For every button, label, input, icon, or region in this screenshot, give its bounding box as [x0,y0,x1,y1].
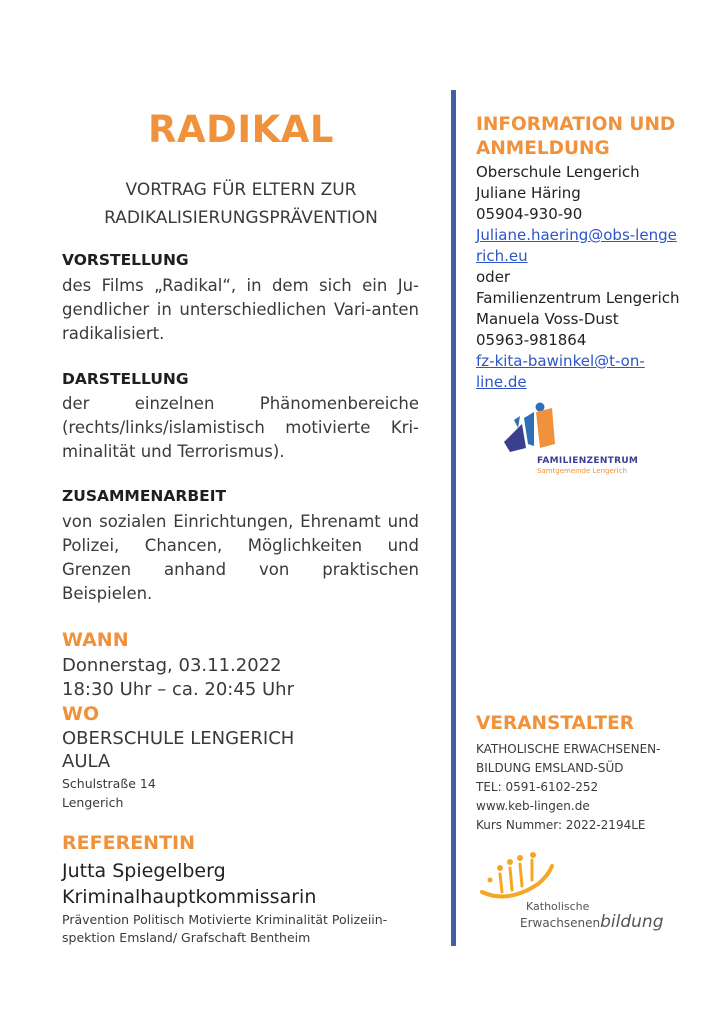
contact-email-link[interactable]: fz-kita-bawinkel@t-on- [476,352,645,370]
referentin-heading: REFERENTIN [62,832,196,854]
logo-text-part: bildung [600,912,664,932]
logo-text: FAMILIENZENTRUM [537,456,639,466]
speaker-desc: Prävention Politisch Motivierte Kriminalität Polizeiin- [62,912,388,927]
venue-name: OBERSCHULE LENGERICH [62,728,295,749]
subtitle [62,176,420,232]
oder-text: oder [476,268,511,286]
org-name: KATHOLISCHE ERWACHSENEN- [476,742,661,756]
org-website: www.keb-lingen.de [476,799,590,813]
contact-email-link[interactable]: Juliane.haering@obs-lenge [476,226,677,244]
section-body-vorstellung: des Films „Radikal“, in dem sich ein Ju-gendlicher in unterschiedlichen Vari-anten radikalisiert. [62,276,419,343]
venue-city: Lengerich [62,795,124,810]
contact-phone: 05963-981864 [476,331,587,349]
contact-phone: 05904-930-90 [476,205,583,223]
contact-email-link[interactable]: rich.eu [476,247,528,265]
contact-name: Juliane Häring [476,184,581,202]
familienzentrum-logo-icon [500,400,560,458]
logo-subtext: Samtgemeinde Lengerich [537,467,627,475]
keb-logo [478,850,668,935]
venue-room: AULA [62,751,111,772]
section-body-darstellung: der einzelnen Phänomenbereiche (rechts/links/islamistisch motivierte Kri-minalität und Terrorismus). [62,394,419,461]
section-heading-darstellung: DARSTELLUNG [62,370,189,388]
section-body-zusammenarbeit: von sozialen Einrichtungen, Ehrenamt und Polizei, Chancen, Möglichkeiten und Grenzen anhand von praktischen Beispielen. [62,512,419,603]
familienzentrum-logo [500,400,660,480]
course-number: Kurs Nummer: 2022-2194LE [476,818,646,832]
speaker-desc: spektion Emsland/ Grafschaft Bentheim [62,930,311,945]
page-title: RADIKAL [148,108,334,151]
logo-text [520,912,664,932]
org-name: BILDUNG EMSLAND-SÜD [476,761,624,775]
info-heading: ANMELDUNG [476,138,610,159]
org-phone: TEL: 0591-6102-252 [476,780,599,794]
veranstalter-heading: VERANSTALTER [476,713,635,734]
center-name: Familienzentrum Lengerich [476,289,680,307]
subtitle-line: VORTRAG FÜR ELTERN ZUR [125,180,357,200]
event-date: Donnerstag, 03.11.2022 [62,655,282,676]
section-heading-vorstellung: VORSTELLUNG [62,251,189,269]
contact-name: Manuela Voss-Dust [476,310,619,328]
venue-street: Schulstraße 14 [62,776,156,791]
logo-text: Katholische [526,900,590,913]
logo-text-part: Erwachsenen [520,916,601,930]
speaker-name: Jutta Spiegelberg [62,860,226,882]
contact-email-link[interactable]: line.de [476,373,527,391]
info-heading: INFORMATION UND [476,114,676,135]
speaker-role: Kriminalhauptkommissarin [62,886,317,908]
subtitle-line: RADIKALISIERUNGSPRÄVENTION [104,208,378,228]
school-name: Oberschule Lengerich [476,163,640,181]
event-time: 18:30 Uhr – ca. 20:45 Uhr [62,679,294,700]
wann-heading: WANN [62,629,129,651]
section-heading-zusammenarbeit: ZUSAMMENARBEIT [62,487,227,505]
wo-heading: WO [62,703,100,725]
column-divider [451,90,456,946]
